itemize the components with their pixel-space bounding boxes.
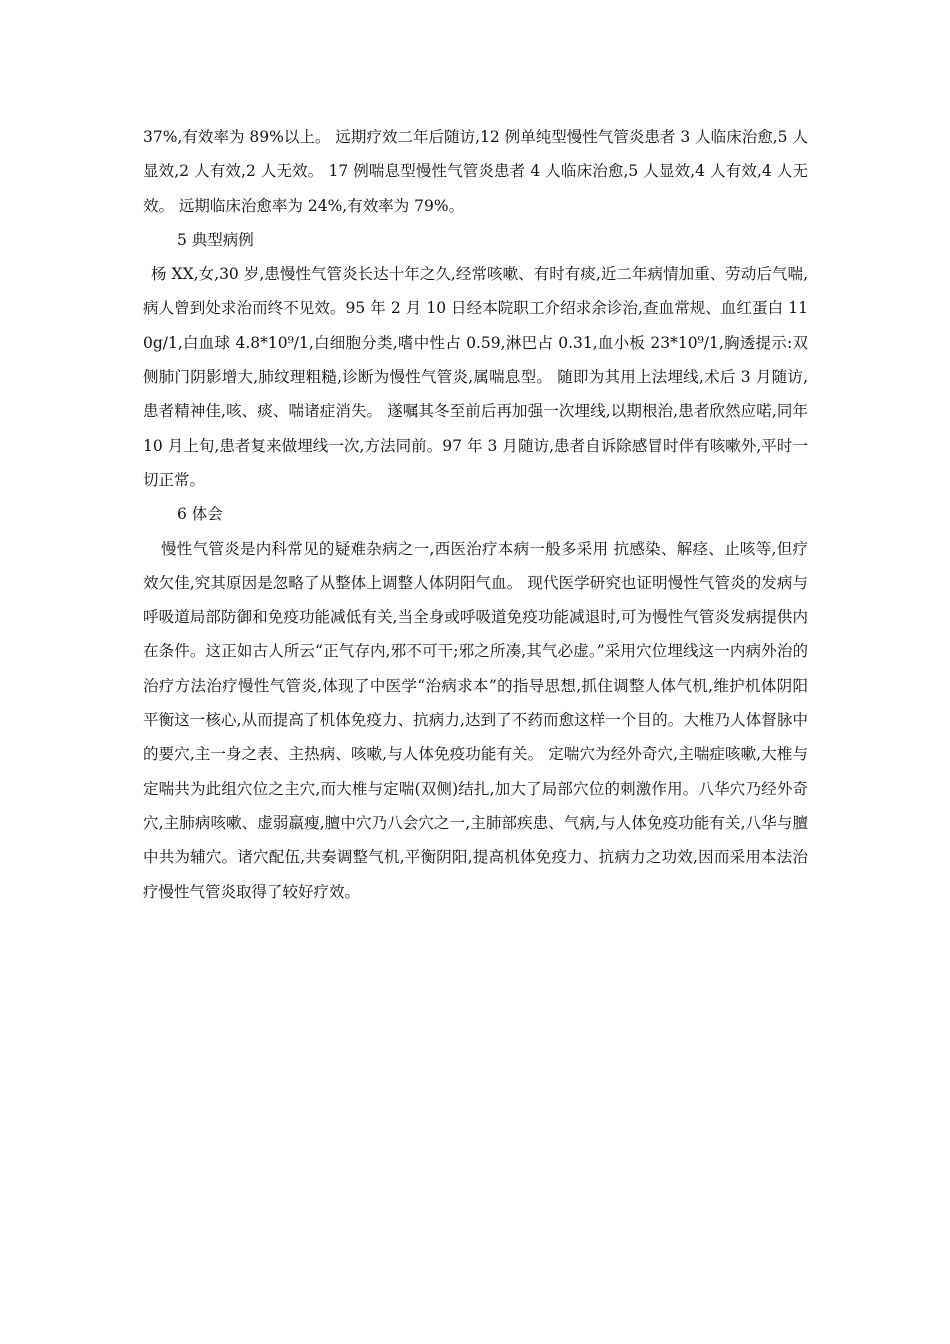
section-heading-discussion: 6 体会: [177, 505, 223, 524]
paragraph-discussion: 慢性气管炎是内科常见的疑难杂病之一,西医治疗本病一般多采用 抗感染、解痉、止咳等,但疗效欠佳,究其原因是忽略了从整体上调整人体阴阳气血。 现代医学研究也证明慢性气管炎的发病与呼吸道局部防御和免疫功能减低有关,当全身或呼吸道免疫功能减退时,可为慢性气管炎发病提供内在条件。这正如古人所云“正气存内,邪不可干;邪之所凑,其气必虚。”采用穴位埋线这一内病外治的治疗方法治疗慢性气管炎,体现了中医学“治病求本”的指导思想,抓住调整人体气机,维护机体阴阳平衡这一核心,从而提高了机体免疫力、抗病力,达到了不药而愈这样一个目的。大椎乃人体督脉中的要穴,主一身之表、主热病、咳嗽,与人体免疫功能有关。 定喘穴为经外奇穴,主喘症咳嗽,大椎与定喘共为此组穴位之主穴,而大椎与定喘(双侧)结扎,加大了局部穴位的刺激作用。八华穴乃经外奇穴,主肺病咳嗽、虚弱羸瘦,膻中穴乃八会穴之一,主肺部疾患、气病,与人体免疫功能有关,八华与膻中共为辅穴。诸穴配伍,共奏调整气机,平衡阴阳,提高机体免疫力、抗病力之功效,因而采用本法治疗慢性气管炎取得了较好疗效。: [143, 539, 808, 901]
section-heading-typical-case: 5 典型病例: [177, 230, 254, 249]
document-body: [143, 120, 808, 909]
paragraph-case-report: 杨 XX,女,30 岁,患慢性气管炎长达十年之久,经常咳嗽、有时有痰,近二年病情加重、劳动后气喘,病人曾到处求治而终不见效。95 年 2 月 10 日经本院职工介绍求余诊治,查血常规、血红蛋白 110g/1,白血球 4.8*10⁹/1,白细胞分类,嗜中性占 0.59,淋巴占 0.31,血小板 23*10⁹/1,胸透提示:双侧肺门阴影增大,肺纹理粗糙,诊断为慢性气管炎,属喘息型。 随即为其用上法埋线,术后 3 月随访,患者精神佳,咳、痰、喘诸症消失。 遂嘱其冬至前后再加强一次埋线,以期根治,患者欣然应喏,同年 10 月上旬,患者复来做埋线一次,方法同前。97 年 3 月随访,患者自诉除感冒时伴有咳嗽外,平时一切正常。: [143, 265, 808, 489]
paragraph-results-followup: 37%,有效率为 89%以上。 远期疗效二年后随访,12 例单纯型慢性气管炎患者 3 人临床治愈,5 人显效,2 人有效,2 人无效。 17 例喘息型慢性气管炎患者 4 人临床治愈,5 人显效,4 人有效,4 人无效。 远期临床治愈率为 24%,有效率为 79%。: [143, 128, 808, 215]
